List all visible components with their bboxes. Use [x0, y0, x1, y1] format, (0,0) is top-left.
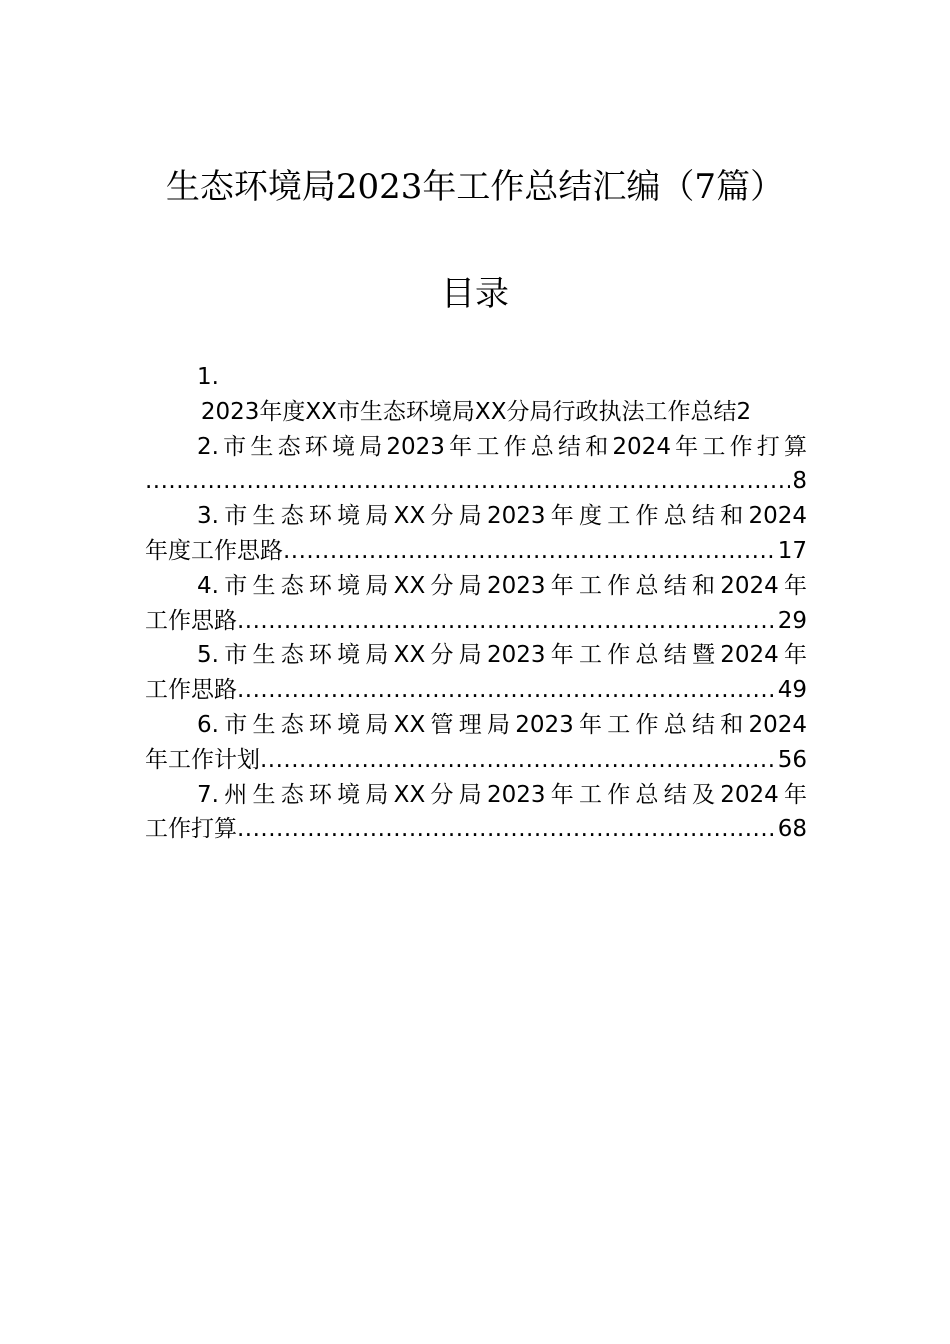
toc-entry-2-title: 2.市生态环境局2023年工作总结和2024年工作打算 [197, 433, 807, 460]
toc-heading: 目录 [441, 274, 509, 314]
toc-entry-4[interactable] [145, 569, 807, 639]
toc-entry-3-dot-leader [283, 534, 776, 569]
toc-entry-4-leader-line [145, 604, 807, 639]
toc-entry-6[interactable] [145, 708, 807, 778]
toc-entry-2-dot-leader [145, 464, 790, 499]
toc-entry-7[interactable] [145, 778, 807, 848]
table-of-contents [145, 360, 807, 847]
toc-entry-3[interactable] [145, 499, 807, 569]
toc-entry-1-title: 2023年度XX市生态环境局XX分局行政执法工作总结2 [200, 398, 752, 425]
toc-entry-6-title: 6.市生态环境局XX管理局2023年工作总结和2024 [197, 711, 807, 738]
toc-entry-5-dot-leader [237, 673, 776, 708]
toc-entry-7-title-continued: 工作打算 [145, 816, 237, 843]
toc-entry-5[interactable] [145, 638, 807, 708]
toc-entry-6-leader-line [145, 743, 807, 778]
toc-entry-7-page-number: 68 [777, 816, 807, 843]
toc-entry-2[interactable] [145, 430, 807, 500]
toc-entry-5-title: 5.市生态环境局XX分局2023年工作总结暨2024年 [197, 642, 807, 669]
toc-entry-2-page-number: 8 [792, 468, 807, 495]
toc-entry-3-page-number: 17 [777, 537, 807, 564]
toc-entry-6-page-number: 56 [777, 746, 807, 773]
toc-entry-4-dot-leader [237, 604, 776, 639]
toc-entry-6-title-continued: 年工作计划 [145, 746, 260, 773]
toc-entry-5-leader-line [145, 673, 807, 708]
toc-entry-1-number: 1. [197, 364, 219, 390]
toc-entry-3-leader-line [145, 534, 807, 569]
toc-entry-4-page-number: 29 [777, 607, 807, 634]
toc-entry-3-title: 3.市生态环境局XX分局2023年度工作总结和2024 [197, 503, 807, 530]
document-title: 生态环境局2023年工作总结汇编（7篇） [165, 167, 785, 207]
toc-entry-7-title: 7.州生态环境局XX分局2023年工作总结及2024年 [197, 781, 807, 808]
toc-entry-5-page-number: 49 [777, 677, 807, 704]
toc-entry-7-dot-leader [237, 812, 776, 847]
toc-entry-5-title-continued: 工作思路 [145, 677, 237, 704]
toc-entry-1[interactable] [145, 360, 807, 430]
toc-entry-4-title: 4.市生态环境局XX分局2023年工作总结和2024年 [197, 572, 807, 599]
toc-entry-3-title-continued: 年度工作思路 [145, 537, 283, 564]
toc-entry-2-leader-line [145, 464, 807, 499]
toc-entry-7-leader-line [145, 812, 807, 847]
toc-entry-6-dot-leader [260, 743, 776, 778]
toc-entry-4-title-continued: 工作思路 [145, 607, 237, 634]
